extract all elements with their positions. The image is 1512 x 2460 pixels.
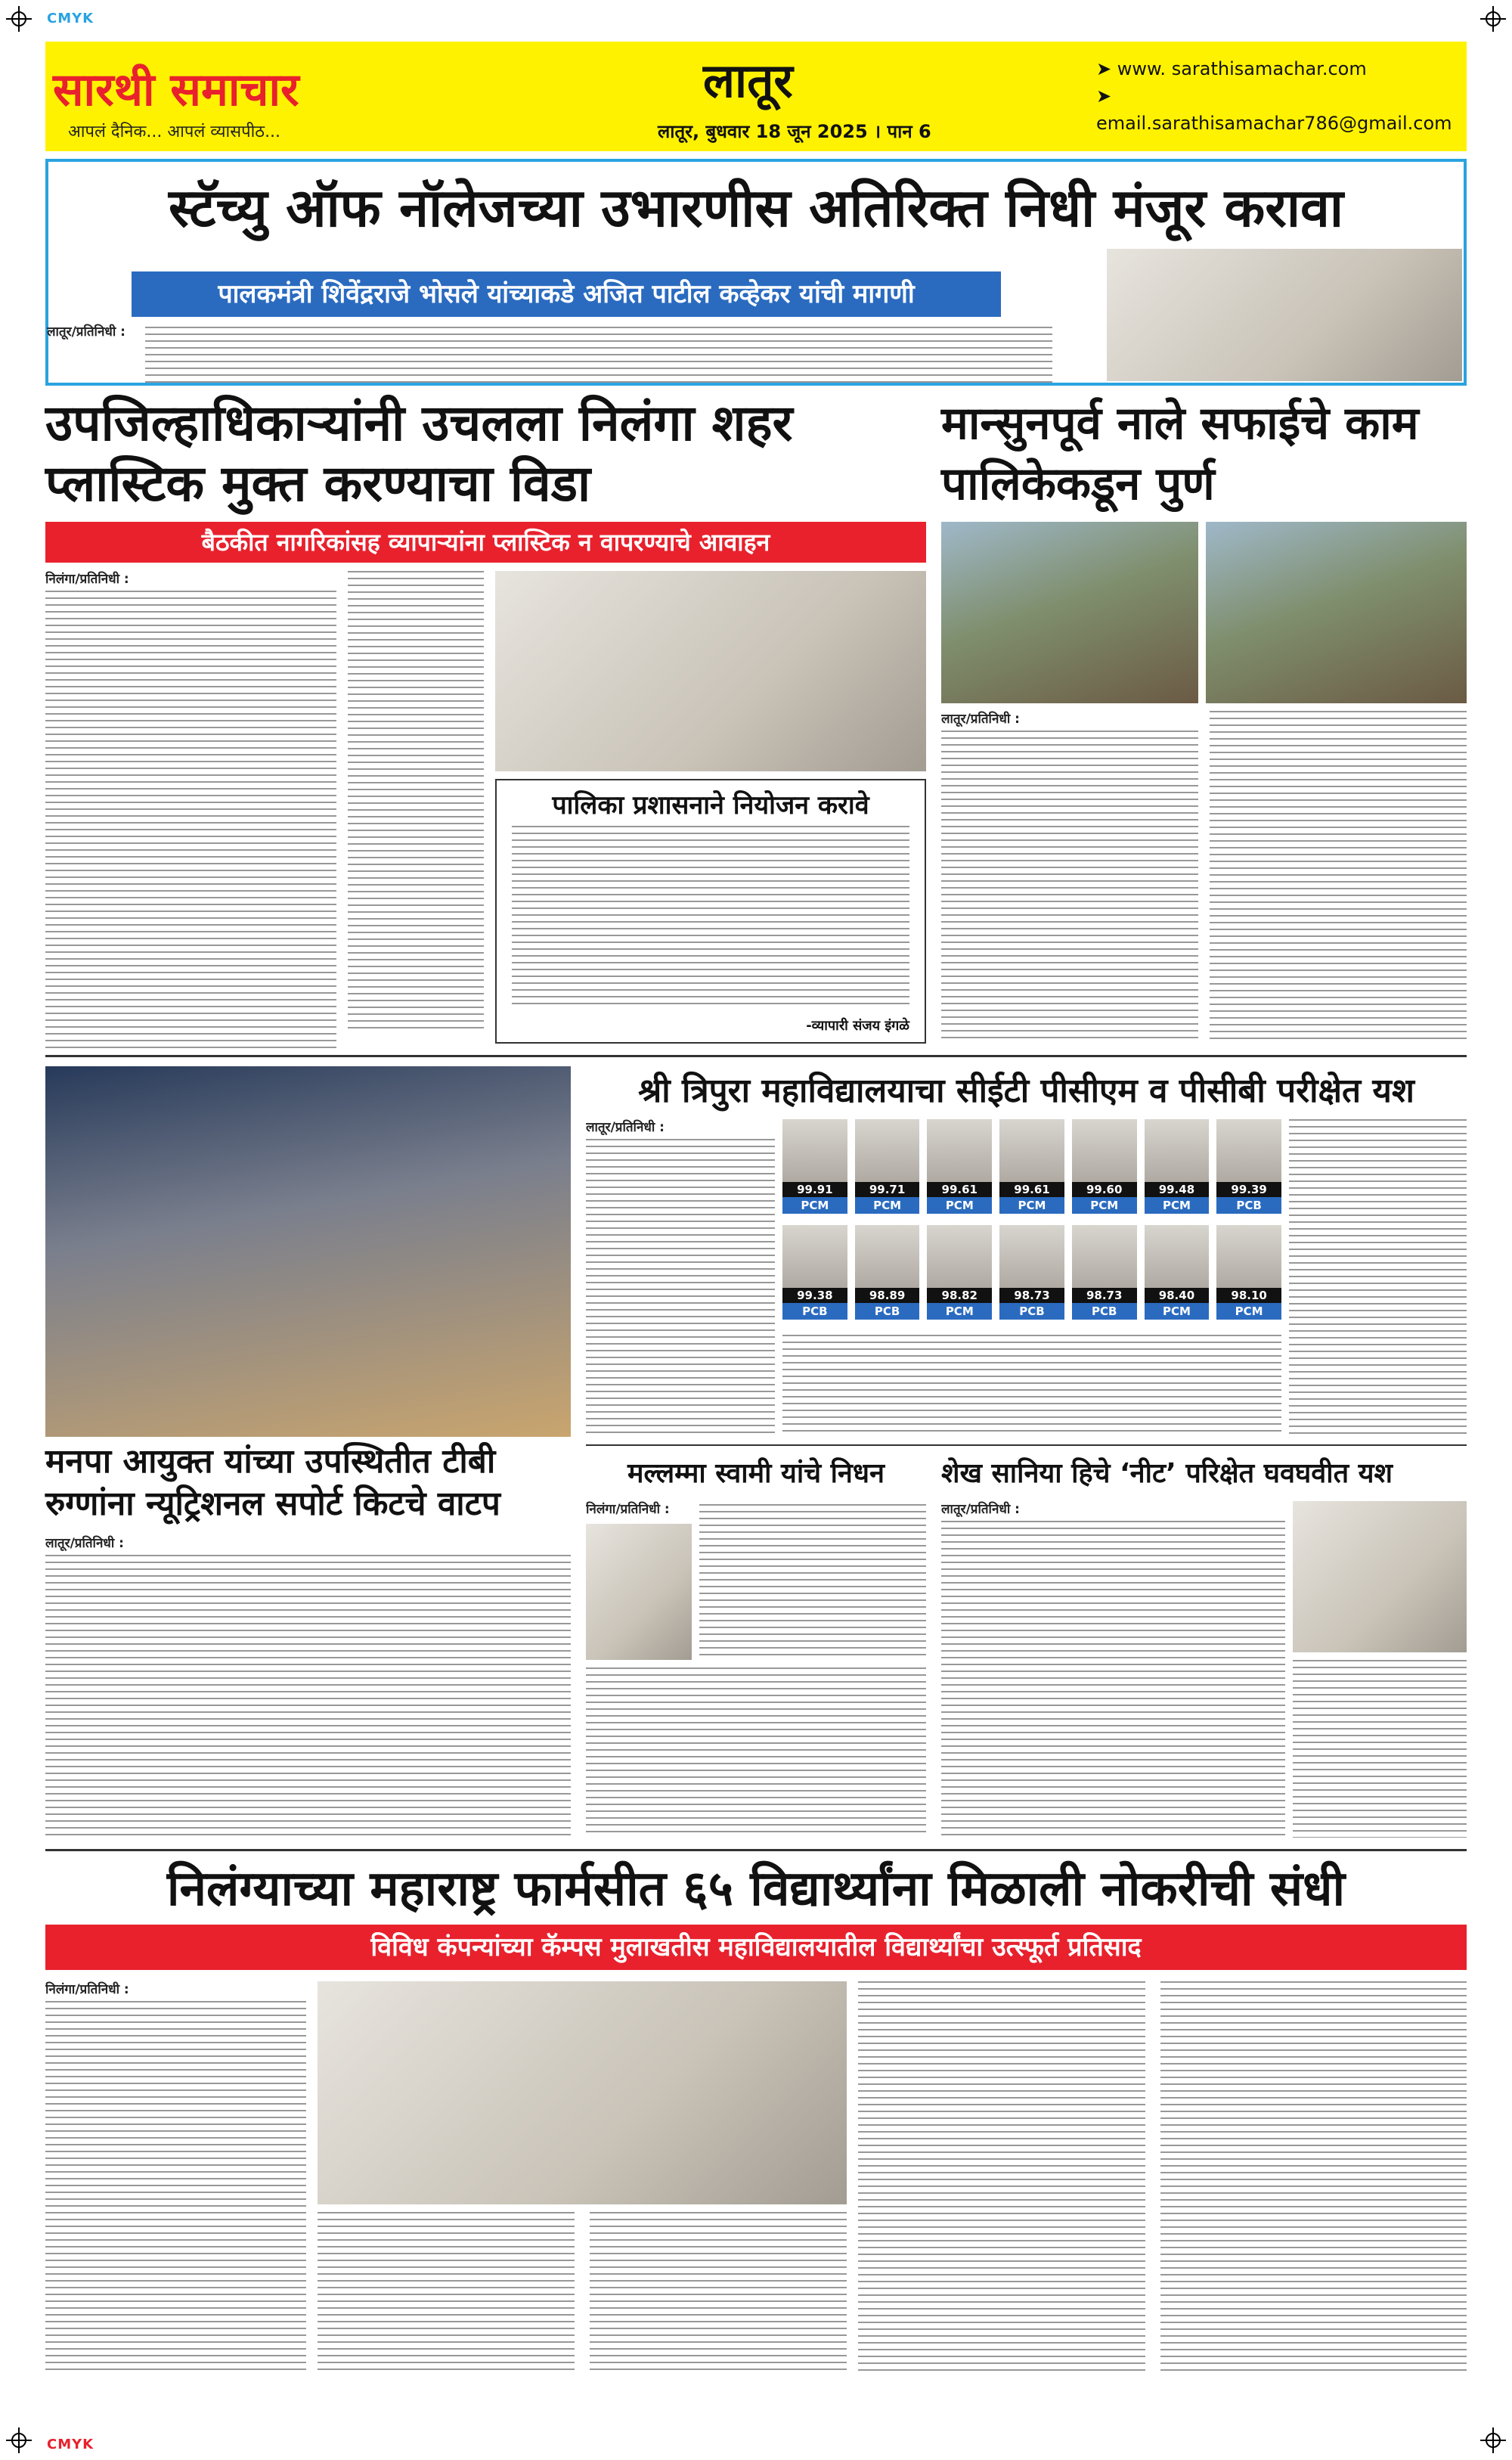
byline: निलंगा/प्रतिनिधी : <box>45 1982 129 1997</box>
tripura-story-body-col1 <box>586 1119 775 1437</box>
registration-mark <box>1480 2427 1506 2453</box>
neet-student-photo <box>1293 1501 1467 1652</box>
section-divider <box>45 1055 1467 1057</box>
pharmacy-story-headline: निलंग्याच्या महाराष्ट्र फार्मसीत ६५ विद्यार्थ्यांना मिळाली नोकरीची संधी <box>166 1861 1346 1917</box>
lead-story-headline: स्टॅच्यु ऑफ नॉलेजच्या उभारणीस अतिरिक्त निधी मंजूर करावा <box>168 177 1344 239</box>
nilanga-story-body-col1 <box>45 571 336 1051</box>
drain-story-headline: मान्सुनपूर्व नाले सफाईचे काम पालिकेकडून पुर्ण <box>941 397 1419 510</box>
tripura-story-headline: श्री त्रिपुरा महाविद्यालयाचा सीईटी पीसीएम व पीसीबी परीक्षेत यश <box>638 1072 1414 1110</box>
nilanga-story-subheadline: बैठकीत नागरिकांसह व्यापाऱ्यांना प्लास्टिक न वापरण्याचे आवाहन <box>45 522 926 563</box>
section-divider <box>586 1444 1467 1446</box>
topper-portrait: 98.73 PCB <box>1072 1225 1137 1320</box>
lead-story-subheadline: पालकमंत्री शिवेंद्रराजे भोसले यांच्याकडे अजित पाटील कव्हेकर यांची मागणी <box>132 271 1001 317</box>
edition-city: लातूर <box>703 53 793 108</box>
masthead <box>45 42 1467 151</box>
quote-headline: पालिका प्रशासनाने नियोजन करावे <box>552 790 869 821</box>
drain-cleaning-photo-2 <box>1206 522 1467 703</box>
obituary-body <box>586 1501 926 1838</box>
topper-portrait: 98.40 PCM <box>1145 1225 1210 1320</box>
tb-story-headline: मनपा आयुक्त यांच्या उपस्थितीत टीबी रुग्णांना न्यूट्रिशनल सपोर्ट किटचे वाटप <box>45 1442 500 1523</box>
quote-credit: -व्यापारी संजय इंगळे <box>806 1018 909 1034</box>
topper-portrait: 99.38 PCB <box>782 1225 847 1320</box>
lead-story-body <box>47 324 1052 384</box>
obituary-portrait <box>586 1524 692 1660</box>
nilanga-quote-box <box>495 779 926 1044</box>
lead-story-photo <box>1107 249 1462 381</box>
pharmacy-story-subheadline: विविध कंपन्यांच्या कॅम्पस मुलाखतीस महाविद्यालयातील विद्यार्थ्यांचा उत्स्फूर्त प्रतिसाद <box>45 1925 1467 1970</box>
toppers-row-2 <box>782 1225 1281 1320</box>
byline: निलंगा/प्रतिनिधी : <box>45 572 129 587</box>
toppers-row-1 <box>782 1119 1281 1214</box>
quote-text <box>512 826 909 1007</box>
tb-kit-distribution-photo <box>45 1066 571 1437</box>
topper-portrait: 99.61 PCM <box>999 1119 1064 1214</box>
topper-portrait: 98.73 PCB <box>999 1225 1064 1320</box>
pointer-icon: ➤ <box>1096 85 1112 107</box>
byline: लातूर/प्रतिनिधी : <box>941 1502 1020 1517</box>
pharmacy-story-body-col2 <box>318 2212 575 2375</box>
byline: लातूर/प्रतिनिधी : <box>586 1120 665 1135</box>
obituary-headline: मल्लम्मा स्वामी यांचे निधन <box>627 1458 885 1489</box>
drain-story-body-col1 <box>941 711 1198 1044</box>
drain-cleaning-photo-1 <box>941 522 1198 703</box>
byline: लातूर/प्रतिनिधी : <box>941 712 1020 727</box>
pharmacy-story-body-col4 <box>858 1981 1145 2375</box>
registration-mark <box>1480 6 1506 32</box>
cmyk-mark: CMYK <box>47 11 94 26</box>
topper-portrait: 99.60 PCM <box>1072 1119 1137 1214</box>
contact-links <box>1096 55 1467 137</box>
byline: लातूर/प्रतिनिधी : <box>45 1536 124 1551</box>
topper-portrait: 98.82 PCM <box>927 1225 992 1320</box>
topper-portrait: 99.71 PCM <box>855 1119 920 1214</box>
pharmacy-story-body-col3 <box>590 2212 847 2375</box>
byline: लातूर/प्रतिनिधी : <box>47 324 125 340</box>
topper-portrait: 99.48 PCM <box>1145 1119 1210 1214</box>
email-link[interactable]: email.sarathisamachar786@gmail.com <box>1096 113 1452 134</box>
tb-story-body <box>45 1535 571 1838</box>
topper-portrait: 98.89 PCB <box>855 1225 920 1320</box>
pharmacy-story-body-col5 <box>1160 1981 1467 2375</box>
byline: निलंगा/प्रतिनिधी : <box>586 1502 670 1517</box>
topper-portrait: 99.91 PCM <box>782 1119 847 1214</box>
cmyk-mark: CMYK <box>47 2437 94 2452</box>
newspaper-logo: सारथी समाचार <box>53 64 299 116</box>
nilanga-story-body-col2 <box>348 571 484 1032</box>
website-link[interactable]: www. sarathisamachar.com <box>1117 58 1367 79</box>
neet-story-body <box>941 1501 1467 1838</box>
tagline: आपलं दैनिक... आपलं व्यासपीठ... <box>68 123 281 141</box>
pharmacy-story-body-col1 <box>45 1981 306 2375</box>
topper-portrait: 99.39 PCB <box>1216 1119 1281 1214</box>
pharmacy-group-photo <box>318 1981 847 2204</box>
dateline: लातूर, बुधवार 18 जून 2025 । पान 6 <box>658 121 931 142</box>
neet-story-headline: शेख सानिया हिचे ‘नीट’ परिक्षेत घवघवीत यश <box>941 1458 1393 1489</box>
registration-mark <box>6 2427 32 2453</box>
pointer-icon: ➤ <box>1096 58 1117 79</box>
drain-story-body-col2 <box>1210 711 1467 1044</box>
topper-portrait: 98.10 PCM <box>1216 1225 1281 1320</box>
tripura-story-body-col3 <box>1289 1119 1467 1437</box>
nilanga-meeting-photo <box>495 571 926 771</box>
topper-portrait: 99.61 PCM <box>927 1119 992 1214</box>
registration-mark <box>6 6 32 32</box>
nilanga-story-headline: उपजिल्हाधिकाऱ्यांनी उचलला निलंगा शहर प्लास्टिक मुक्त करण्याचा विडा <box>45 394 793 513</box>
section-divider <box>45 1849 1467 1851</box>
tripura-story-body-col2 <box>782 1335 1281 1437</box>
